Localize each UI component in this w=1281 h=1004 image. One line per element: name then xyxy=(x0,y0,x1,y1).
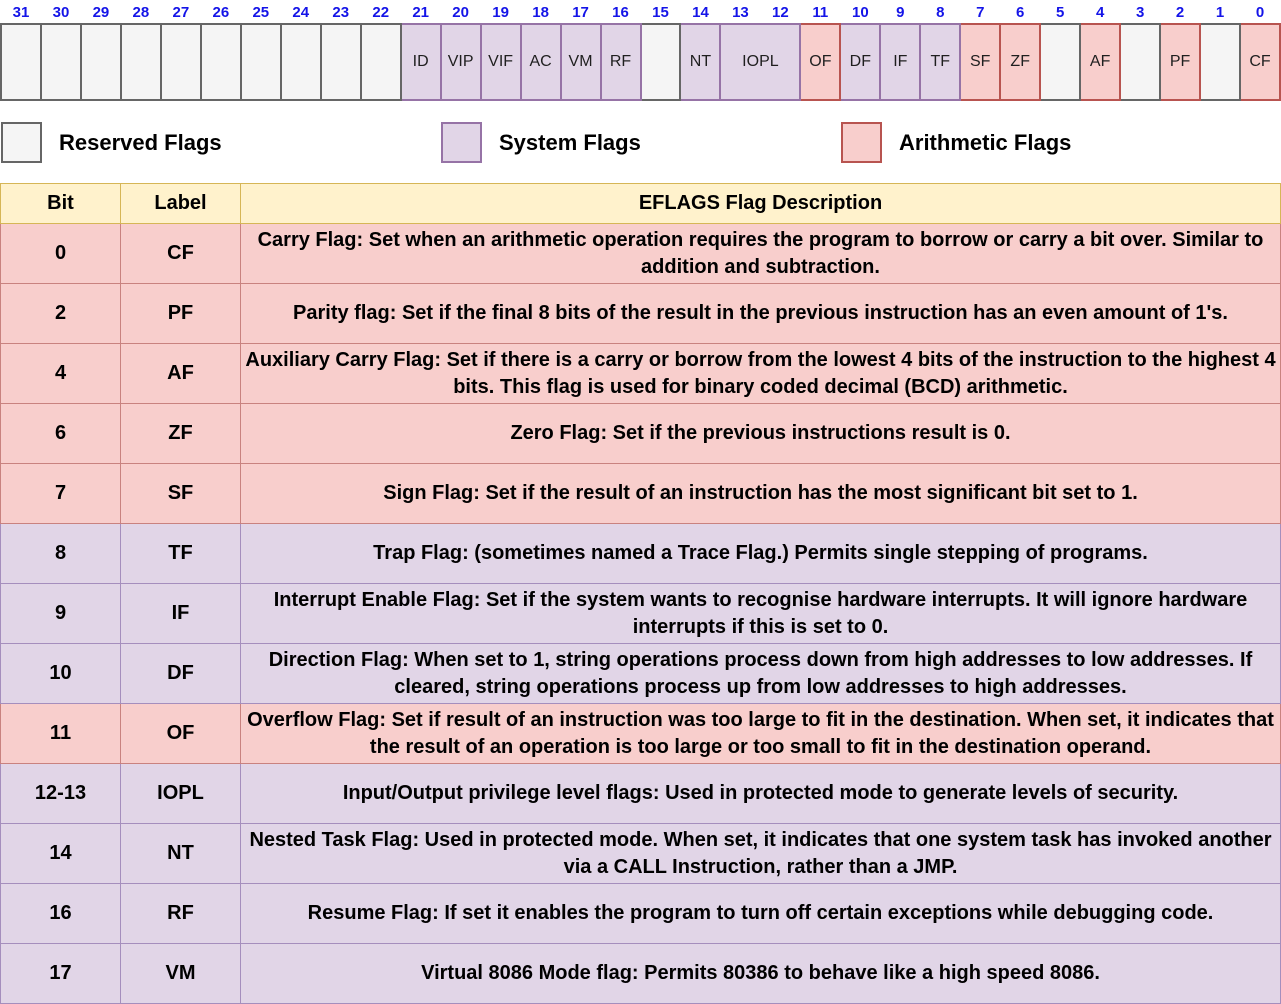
description-cell: Trap Flag: (sometimes named a Trace Flag.) Permits single stepping of programs. xyxy=(241,524,1281,584)
register-cell-vip: VIP xyxy=(441,24,481,100)
description-cell: Direction Flag: When set to 1, string operations process down from high addresses to low addresses. If cleared, string operations process up from low addresses to high addresses. xyxy=(241,644,1281,704)
register-cell-reserved-bit-15 xyxy=(641,24,681,100)
eflags-description-table xyxy=(0,183,1281,1004)
bit-number-2: 2 xyxy=(1160,0,1200,24)
bit-number-31: 31 xyxy=(1,0,41,24)
description-cell: Input/Output privilege level flags: Used in protected mode to generate levels of security. xyxy=(241,764,1281,824)
bit-cell: 9 xyxy=(1,584,121,644)
table-row-if xyxy=(1,584,1281,644)
reserved-flags-swatch xyxy=(1,122,42,163)
bit-number-23: 23 xyxy=(321,0,361,24)
legend xyxy=(0,122,1281,163)
table-row-cf xyxy=(1,224,1281,284)
register-cell-nt: NT xyxy=(680,24,720,100)
bit-number-24: 24 xyxy=(281,0,321,24)
label-cell: IF xyxy=(121,584,241,644)
description-cell: Virtual 8086 Mode flag: Permits 80386 to behave like a high speed 8086. xyxy=(241,944,1281,1004)
register-cell-reserved-bit-27 xyxy=(161,24,201,100)
table-row-af xyxy=(1,344,1281,404)
table-row-vm xyxy=(1,944,1281,1004)
legend-item-arithmetic xyxy=(841,122,1071,163)
register-cell-reserved-bit-31 xyxy=(1,24,41,100)
description-cell: Overflow Flag: Set if result of an instruction was too large to fit in the destination. When set, it indicates that the result of an operation is too large or too small to fit in the destination operand. xyxy=(241,704,1281,764)
label-cell: NT xyxy=(121,824,241,884)
bit-cell: 7 xyxy=(1,464,121,524)
column-header-label: Label xyxy=(121,184,241,224)
bit-number-12: 12 xyxy=(760,0,800,24)
bit-cell: 10 xyxy=(1,644,121,704)
bit-cell: 12-13 xyxy=(1,764,121,824)
register-cell-reserved-bit-29 xyxy=(81,24,121,100)
description-cell: Auxiliary Carry Flag: Set if there is a carry or borrow from the lowest 4 bits of the instruction to the highest 4 bits. This flag is used for binary coded decimal (BCD) arithmetic. xyxy=(241,344,1281,404)
bit-cell: 2 xyxy=(1,284,121,344)
bit-number-21: 21 xyxy=(401,0,441,24)
bit-number-28: 28 xyxy=(121,0,161,24)
bit-cell: 16 xyxy=(1,884,121,944)
table-row-of xyxy=(1,704,1281,764)
bit-number-16: 16 xyxy=(601,0,641,24)
bit-number-27: 27 xyxy=(161,0,201,24)
bit-number-0: 0 xyxy=(1240,0,1280,24)
bit-number-19: 19 xyxy=(481,0,521,24)
table-row-df xyxy=(1,644,1281,704)
register-cell-reserved-bit-26 xyxy=(201,24,241,100)
bit-number-11: 11 xyxy=(800,0,840,24)
table-row-tf xyxy=(1,524,1281,584)
register-cell-vm: VM xyxy=(561,24,601,100)
bit-number-14: 14 xyxy=(680,0,720,24)
label-cell: AF xyxy=(121,344,241,404)
table-row-sf xyxy=(1,464,1281,524)
bit-number-22: 22 xyxy=(361,0,401,24)
bit-number-10: 10 xyxy=(840,0,880,24)
register-cell-tf: TF xyxy=(920,24,960,100)
table-row-nt xyxy=(1,824,1281,884)
description-cell: Interrupt Enable Flag: Set if the system wants to recognise hardware interrupts. It will ignore hardware interrupts if this is set to 0. xyxy=(241,584,1281,644)
legend-label-reserved: Reserved Flags xyxy=(59,129,222,155)
eflags-register-diagram xyxy=(0,0,1281,101)
register-cells-row xyxy=(1,24,1280,100)
register-cell-df: DF xyxy=(840,24,880,100)
label-cell: IOPL xyxy=(121,764,241,824)
register-cell-ac: AC xyxy=(521,24,561,100)
description-cell: Sign Flag: Set if the result of an instruction has the most significant bit set to 1. xyxy=(241,464,1281,524)
table-row-zf xyxy=(1,404,1281,464)
bit-number-6: 6 xyxy=(1000,0,1040,24)
description-cell: Nested Task Flag: Used in protected mode. When set, it indicates that one system task has invoked another via a CALL Instruction, rather than a JMP. xyxy=(241,824,1281,884)
register-cell-id: ID xyxy=(401,24,441,100)
description-cell: Resume Flag: If set it enables the program to turn off certain exceptions while debugging code. xyxy=(241,884,1281,944)
register-cell-af: AF xyxy=(1080,24,1120,100)
bit-number-13: 13 xyxy=(720,0,760,24)
register-cell-reserved-bit-1 xyxy=(1200,24,1240,100)
table-row-iopl xyxy=(1,764,1281,824)
bit-cell: 14 xyxy=(1,824,121,884)
column-header-bit: Bit xyxy=(1,184,121,224)
label-cell: OF xyxy=(121,704,241,764)
register-cell-vif: VIF xyxy=(481,24,521,100)
register-cell-if: IF xyxy=(880,24,920,100)
table-row-rf xyxy=(1,884,1281,944)
bit-cell: 0 xyxy=(1,224,121,284)
register-cell-reserved-bit-30 xyxy=(41,24,81,100)
bit-number-4: 4 xyxy=(1080,0,1120,24)
label-cell: VM xyxy=(121,944,241,1004)
register-cell-reserved-bit-23 xyxy=(321,24,361,100)
label-cell: RF xyxy=(121,884,241,944)
bit-cell: 17 xyxy=(1,944,121,1004)
bit-number-5: 5 xyxy=(1040,0,1080,24)
bit-cell: 8 xyxy=(1,524,121,584)
label-cell: CF xyxy=(121,224,241,284)
register-cell-reserved-bit-24 xyxy=(281,24,321,100)
legend-item-reserved xyxy=(1,122,222,163)
register-cell-reserved-bit-3 xyxy=(1120,24,1160,100)
label-cell: ZF xyxy=(121,404,241,464)
bit-numbers-row xyxy=(1,0,1280,24)
legend-item-system xyxy=(441,122,641,163)
register-cell-sf: SF xyxy=(960,24,1000,100)
bit-number-17: 17 xyxy=(561,0,601,24)
bit-cell: 11 xyxy=(1,704,121,764)
register-cell-zf: ZF xyxy=(1000,24,1040,100)
register-cell-reserved-bit-22 xyxy=(361,24,401,100)
bit-number-30: 30 xyxy=(41,0,81,24)
legend-label-system: System Flags xyxy=(499,129,641,155)
register-cell-iopl: IOPL xyxy=(720,24,800,100)
bit-number-26: 26 xyxy=(201,0,241,24)
bit-cell: 6 xyxy=(1,404,121,464)
bit-number-25: 25 xyxy=(241,0,281,24)
label-cell: SF xyxy=(121,464,241,524)
register-cell-of: OF xyxy=(800,24,840,100)
legend-label-arithmetic: Arithmetic Flags xyxy=(899,129,1072,155)
description-cell: Zero Flag: Set if the previous instructions result is 0. xyxy=(241,404,1281,464)
bit-number-8: 8 xyxy=(920,0,960,24)
label-cell: TF xyxy=(121,524,241,584)
bit-number-9: 9 xyxy=(880,0,920,24)
description-cell: Parity flag: Set if the final 8 bits of the result in the previous instruction has an even amount of 1's. xyxy=(241,284,1281,344)
bit-cell: 4 xyxy=(1,344,121,404)
bit-number-18: 18 xyxy=(521,0,561,24)
arithmetic-flags-swatch xyxy=(841,122,882,163)
register-cell-reserved-bit-5 xyxy=(1040,24,1080,100)
bit-number-29: 29 xyxy=(81,0,121,24)
label-cell: DF xyxy=(121,644,241,704)
bit-number-3: 3 xyxy=(1120,0,1160,24)
bit-number-15: 15 xyxy=(641,0,681,24)
table-header-row xyxy=(1,184,1281,224)
bit-number-7: 7 xyxy=(960,0,1000,24)
table-row-pf xyxy=(1,284,1281,344)
column-header-description: EFLAGS Flag Description xyxy=(241,184,1281,224)
bit-number-20: 20 xyxy=(441,0,481,24)
label-cell: PF xyxy=(121,284,241,344)
bit-number-1: 1 xyxy=(1200,0,1240,24)
register-cell-rf: RF xyxy=(601,24,641,100)
register-cell-reserved-bit-25 xyxy=(241,24,281,100)
system-flags-swatch xyxy=(441,122,482,163)
description-cell: Carry Flag: Set when an arithmetic operation requires the program to borrow or carry a bit over. Similar to addition and subtraction. xyxy=(241,224,1281,284)
register-cell-cf: CF xyxy=(1240,24,1280,100)
register-cell-pf: PF xyxy=(1160,24,1200,100)
register-cell-reserved-bit-28 xyxy=(121,24,161,100)
